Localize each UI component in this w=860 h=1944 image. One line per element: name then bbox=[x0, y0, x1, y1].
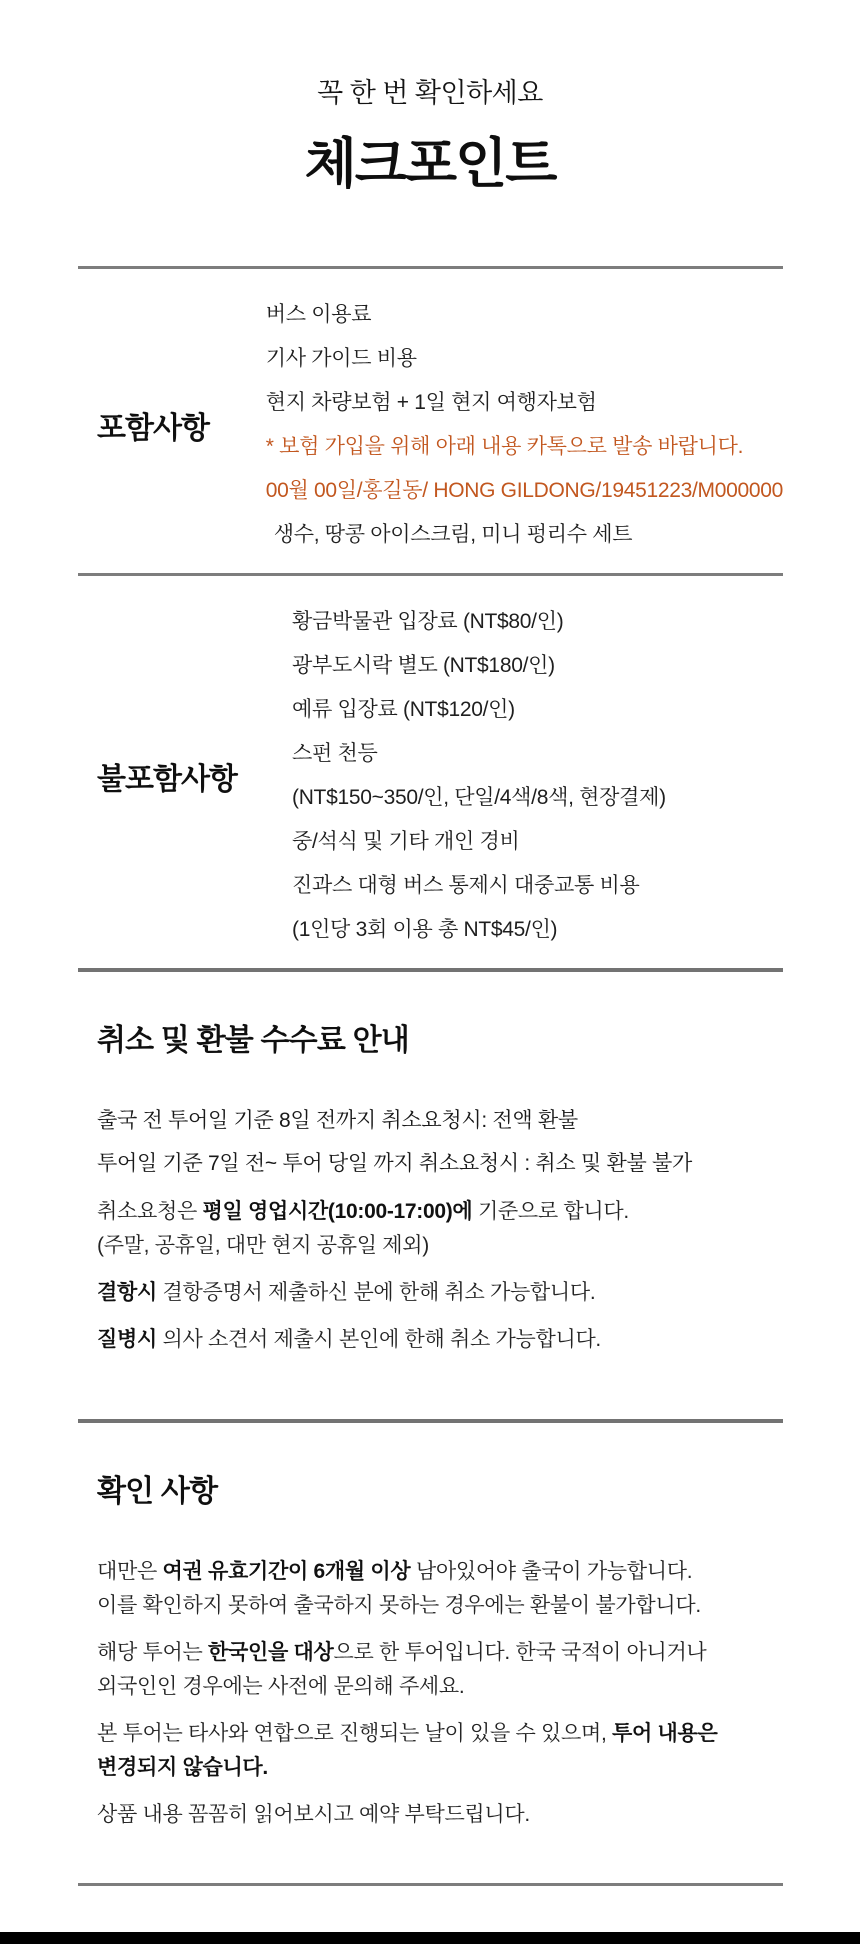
paragraph bbox=[97, 1717, 783, 1785]
confirmation-body bbox=[97, 1555, 783, 1832]
text-segment-bold: 질병시 bbox=[97, 1328, 157, 1351]
table-cell-line: 버스 이용료 bbox=[265, 303, 372, 326]
cancel-refund-body bbox=[97, 1104, 783, 1357]
text-segment: 상품 내용 꼼꼼히 읽어보시고 예약 부탁드립니다. bbox=[97, 1803, 530, 1826]
table-cell-line: 스펀 천등 bbox=[292, 742, 378, 765]
row-label-included: 포함사항 bbox=[97, 412, 209, 445]
divider bbox=[78, 968, 783, 972]
text-segment: 이를 확인하지 못하여 출국하지 못하는 경우에는 환불이 불가합니다. bbox=[97, 1594, 701, 1617]
paragraph bbox=[97, 1636, 783, 1704]
table-cell-line: 중/석식 및 기타 개인 경비 bbox=[292, 830, 520, 853]
table-row-excluded bbox=[78, 576, 783, 968]
text-segment-bold: 평일 영업시간(10:00-17:00)에 bbox=[202, 1200, 473, 1223]
text-segment: 기준으로 합니다. bbox=[472, 1200, 629, 1223]
text-segment: 대만은 bbox=[97, 1560, 163, 1583]
table-cell-line: 진과스 대형 버스 통제시 대중교통 비용 bbox=[292, 874, 640, 897]
divider bbox=[78, 1883, 783, 1886]
cancel-refund-section bbox=[97, 1022, 783, 1357]
divider bbox=[78, 1419, 783, 1423]
table-row-included bbox=[78, 269, 783, 573]
table-cell-line: 기사 가이드 비용 bbox=[265, 347, 417, 370]
text-segment: 출국 전 투어일 기준 8일 전까지 취소요청시: 전액 환불 bbox=[97, 1109, 578, 1132]
page-header bbox=[0, 0, 860, 194]
table-cell-line-note: * 보험 가입을 위해 아래 내용 카톡으로 발송 바랍니다. bbox=[265, 435, 744, 458]
text-segment: (주말, 공휴일, 대만 현지 공휴일 제외) bbox=[97, 1234, 429, 1257]
paragraph bbox=[97, 1798, 783, 1832]
paragraph bbox=[97, 1147, 783, 1181]
text-segment: 으로 한 투어입니다. 한국 국적이 아니거나 bbox=[333, 1641, 707, 1664]
paragraph bbox=[97, 1276, 783, 1310]
table-cell-line: 현지 차량보험 + 1일 현지 여행자보험 bbox=[265, 391, 597, 414]
paragraph bbox=[97, 1555, 783, 1623]
text-segment-bold: 변경되지 않습니다. bbox=[97, 1756, 268, 1779]
table-cell-line-note: 00월 00일/홍길동/ HONG GILDONG/19451223/M000000 bbox=[265, 479, 783, 502]
text-segment-bold: 여권 유효기간이 6개월 이상 bbox=[162, 1560, 411, 1583]
cancel-refund-heading: 취소 및 환불 수수료 안내 bbox=[97, 1024, 409, 1057]
text-segment: 취소요청은 bbox=[97, 1200, 203, 1223]
table-cell-line: (1인당 3회 이용 총 NT$45/인) bbox=[292, 918, 558, 941]
text-segment: 본 투어는 타사와 연합으로 진행되는 날이 있을 수 있으며, bbox=[97, 1722, 613, 1745]
text-segment: 결항증명서 제출하신 분에 한해 취소 가능합니다. bbox=[156, 1281, 596, 1304]
included-excluded-table bbox=[0, 269, 860, 968]
text-segment: 의사 소견서 제출시 본인에 한해 취소 가능합니다. bbox=[156, 1328, 601, 1351]
paragraph bbox=[97, 1195, 783, 1263]
table-cell-line: (NT$150~350/인, 단일/4색/8색, 현장결제) bbox=[292, 786, 666, 809]
row-content-included bbox=[266, 293, 783, 557]
header-subtitle: 꼭 한 번 확인하세요 bbox=[317, 78, 543, 108]
page-title: 체크포인트 bbox=[304, 134, 556, 194]
table-cell-line: 황금박물관 입장료 (NT$80/인) bbox=[292, 610, 564, 633]
paragraph bbox=[97, 1104, 783, 1138]
table-cell-line: 광부도시락 별도 (NT$180/인) bbox=[292, 654, 555, 677]
table-cell-line: 생수, 땅콩 아이스크림, 미니 펑리수 세트 bbox=[273, 523, 633, 546]
text-segment-bold: 결항시 bbox=[97, 1281, 157, 1304]
row-content-excluded bbox=[292, 600, 783, 952]
text-segment: 해당 투어는 bbox=[97, 1641, 208, 1664]
text-segment-bold: 한국인을 대상 bbox=[208, 1641, 334, 1664]
row-label-excluded: 불포함사항 bbox=[97, 763, 237, 796]
text-segment: 남아있어야 출국이 가능합니다. bbox=[410, 1560, 693, 1583]
text-segment: 외국인인 경우에는 사전에 문의해 주세요. bbox=[97, 1675, 465, 1698]
text-segment: 투어일 기준 7일 전~ 투어 당일 까지 취소요청시 : 취소 및 환불 불가 bbox=[97, 1152, 692, 1175]
text-segment-bold: 투어 내용은 bbox=[612, 1722, 718, 1745]
footer-bar bbox=[0, 1932, 860, 1944]
paragraph bbox=[97, 1323, 783, 1357]
table-cell-line: 예류 입장료 (NT$120/인) bbox=[292, 698, 515, 721]
confirmation-heading: 확인 사항 bbox=[97, 1475, 218, 1508]
confirmation-section bbox=[97, 1473, 783, 1832]
